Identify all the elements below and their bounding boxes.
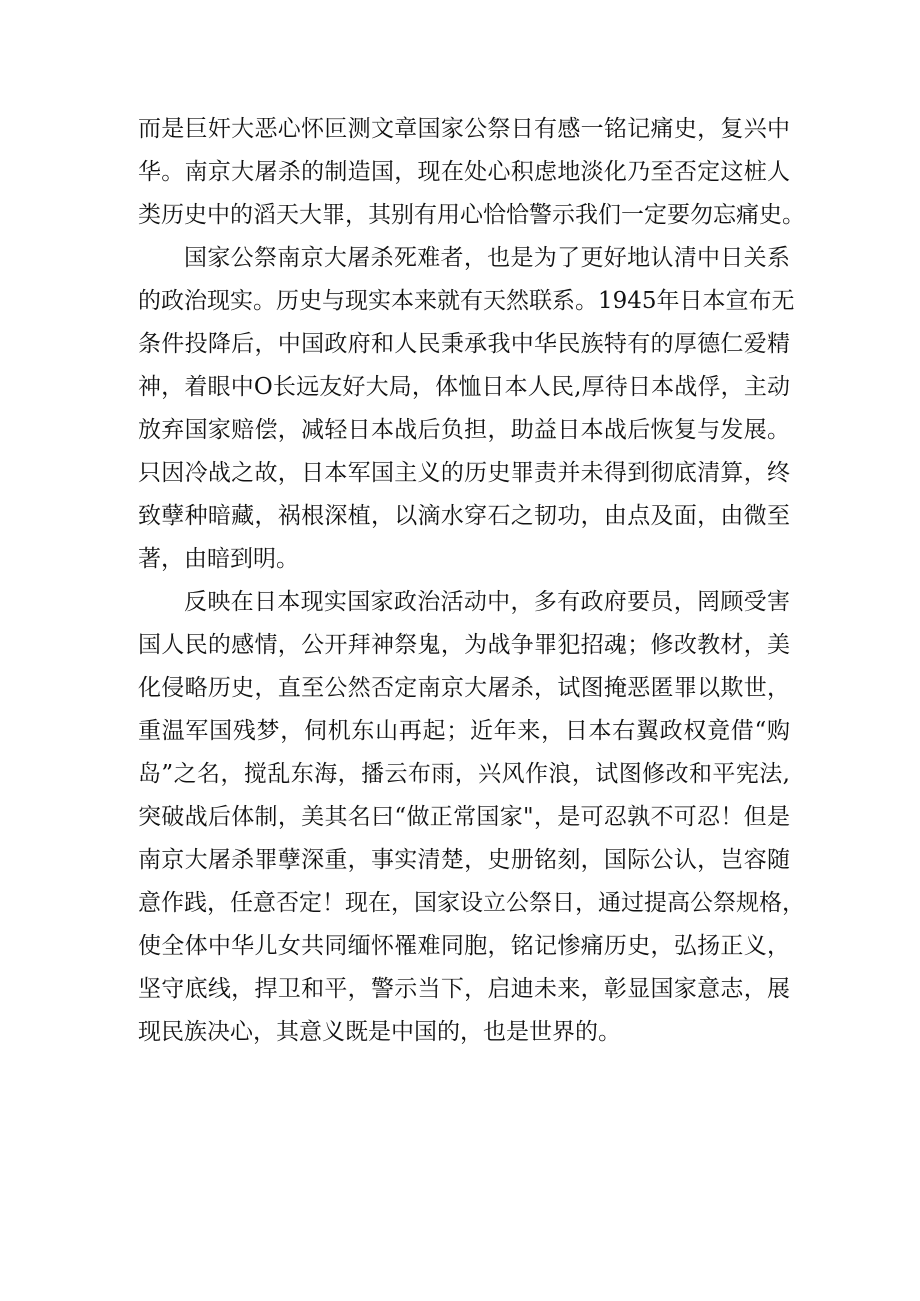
- body-text: [138, 108, 805, 1054]
- text-line: 岛”之名，搅乱东海，播云布雨，兴风作浪，试图修改和平宪法,: [138, 761, 790, 787]
- text-line: 的政治现实。历史与现实本来就有天然联系。1945年日本宣布无: [138, 288, 795, 314]
- text-line: 重温军国残梦，伺机东山再起；近年来，日本右翼政权竟借“购: [138, 718, 790, 744]
- text-line: 放弃国家赔偿，减轻日本战后负担，助益日本战后恢复与发展。: [138, 417, 790, 443]
- text-line: 神，着眼中O长远友好大局，体恤日本人民,厚待日本战俘，主动: [138, 374, 790, 400]
- text-line: 只因冷战之故，日本军国主义的历史罪责并未得到彻底清算，终: [138, 460, 790, 486]
- text-line: 类历史中的滔天大罪，其别有用心恰恰警示我们一定要勿忘痛史。: [138, 202, 805, 228]
- text-line: 坚守底线，捍卫和平，警示当下，启迪未来，彰显国家意志，展: [138, 976, 790, 1002]
- text-line: 致孽种暗藏，祸根深植，以滴水穿石之韧功，由点及面，由微至: [138, 503, 790, 529]
- text-line: 意作践，任意否定！现在，国家设立公祭日，通过提高公祭规格，: [138, 890, 805, 916]
- text-line: 条件投降后，中国政府和人民秉承我中华民族特有的厚德仁爱精: [138, 331, 790, 357]
- text-line: 突破战后体制，美其名曰“做正常国家"，是可忍孰不可忍！但是: [138, 804, 790, 830]
- text-line: 南京大屠杀罪孽深重，事实清楚，史册铭刻，国际公认，岂容随: [138, 847, 790, 873]
- text-line: 著，由暗到明。: [138, 546, 299, 572]
- paragraph-1: [138, 108, 805, 237]
- text-line: 而是巨奸大恶心怀叵测文章国家公祭日有感一铭记痛史，复兴中: [138, 116, 790, 142]
- text-line: 化侵略历史，直至公然否定南京大屠杀，试图掩恶匿罪以欺世，: [138, 675, 790, 701]
- text-line: 华。南京大屠杀的制造国，现在处心积虑地淡化乃至否定这桩人: [138, 159, 790, 185]
- text-line: 反映在日本现实国家政治活动中，多有政府要员，罔顾受害: [184, 589, 790, 615]
- paragraph-2: [138, 237, 795, 581]
- text-line: 国家公祭南京大屠杀死难者，也是为了更好地认清中日关系: [184, 245, 790, 271]
- paragraph-3: [138, 581, 805, 1054]
- text-line: 现民族决心，其意义既是中国的，也是世界的。: [138, 1019, 621, 1045]
- text-line: 国人民的感情，公开拜神祭鬼，为战争罪犯招魂；修改教材，美: [138, 632, 790, 658]
- text-line: 使全体中华儿女共同缅怀罹难同胞，铭记惨痛历史，弘扬正义，: [138, 933, 790, 959]
